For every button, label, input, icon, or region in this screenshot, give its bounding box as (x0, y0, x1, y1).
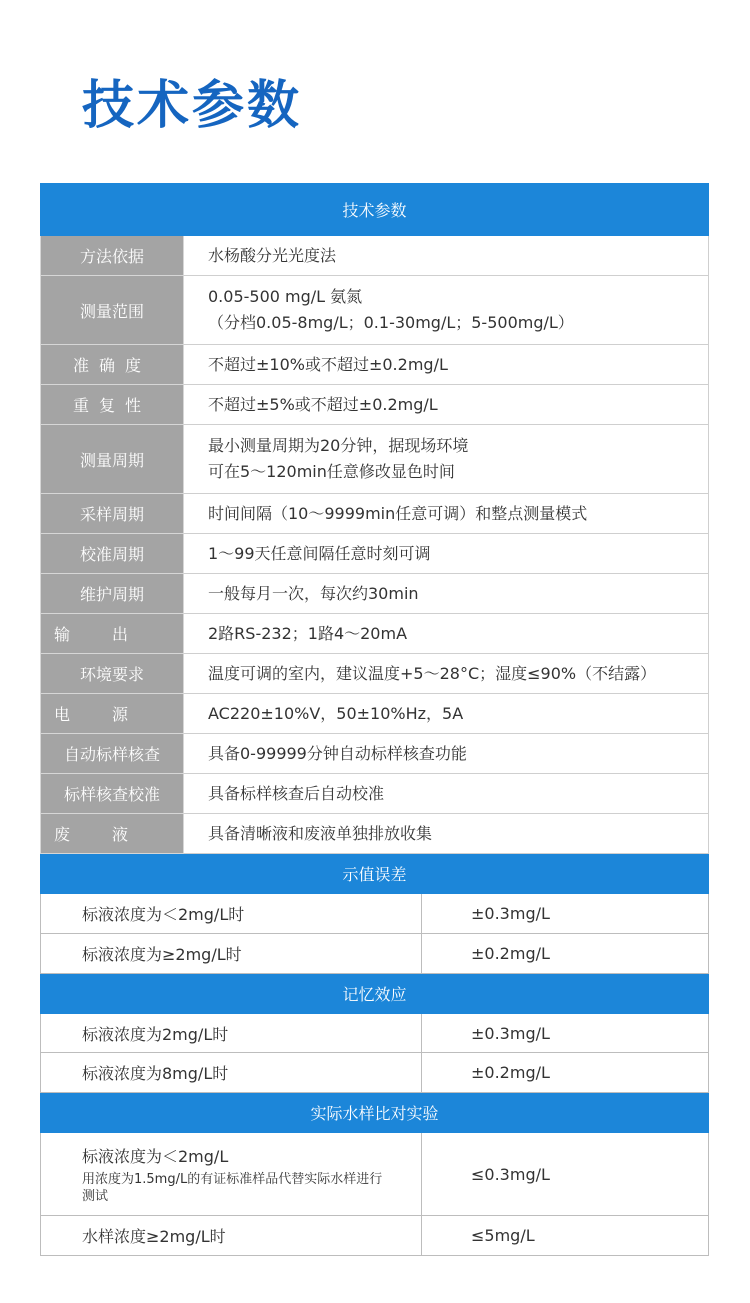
param-row-measure-cycle (41, 425, 709, 494)
param-row-accuracy (41, 345, 709, 385)
param-value: 1～99天任意间隔任意时刻可调 (184, 534, 709, 574)
memory-row (41, 1053, 709, 1093)
error-row (41, 934, 709, 974)
spec-table (40, 183, 709, 1256)
param-label: 标样核查校准 (41, 774, 184, 814)
param-value: AC220±10%V，50±10%Hz，5A (184, 694, 709, 734)
param-label: 采样周期 (41, 494, 184, 534)
param-row-output (41, 614, 709, 654)
param-row-power (41, 694, 709, 734)
param-value: 水杨酸分光光度法 (184, 236, 709, 276)
condition-cell: 标液浓度为≥2mg/L时 (41, 934, 422, 974)
condition-cell: 水样浓度≥2mg/L时 (41, 1216, 422, 1256)
param-row-auto-check (41, 734, 709, 774)
param-value: 具备清晰液和废液单独排放收集 (184, 814, 709, 854)
param-value: 温度可调的室内，建议温度+5～28°C；湿度≤90%（不结露） (184, 654, 709, 694)
param-row-method (41, 236, 709, 276)
page-title: 技术参数 (82, 76, 303, 136)
condition-cell: 标液浓度为＜2mg/L 用浓度为1.5mg/L的有证标准样品代替实际水样进行测试 (41, 1133, 422, 1216)
value-cell: ±0.3mg/L (422, 1014, 709, 1053)
comparison-row (41, 1216, 709, 1256)
param-row-repeatability (41, 385, 709, 425)
value-cell: ±0.2mg/L (422, 1053, 709, 1093)
param-value: 不超过±10%或不超过±0.2mg/L (184, 345, 709, 385)
comparison-row (41, 1133, 709, 1216)
param-label: 校准周期 (41, 534, 184, 574)
param-row-maintenance-cycle (41, 574, 709, 614)
condition-note: 用浓度为1.5mg/L的有证标准样品代替实际水样进行测试 (82, 1171, 383, 1204)
section-header-indication-error: 示值误差 (41, 854, 709, 894)
error-row (41, 894, 709, 934)
param-row-check-calibration (41, 774, 709, 814)
param-label: 环境要求 (41, 654, 184, 694)
condition-cell: 标液浓度为2mg/L时 (41, 1014, 422, 1053)
section-header-sample-comparison: 实际水样比对实验 (41, 1093, 709, 1133)
section-header-params: 技术参数 (41, 184, 709, 236)
section-header-memory-effect: 记忆效应 (41, 974, 709, 1014)
param-label: 自动标样核查 (41, 734, 184, 774)
param-row-sampling-cycle (41, 494, 709, 534)
value-cell: ≤0.3mg/L (422, 1133, 709, 1216)
value-cell: ±0.2mg/L (422, 934, 709, 974)
param-row-range (41, 276, 709, 345)
param-label: 测量周期 (41, 425, 184, 494)
param-row-environment (41, 654, 709, 694)
param-label: 重复性 (41, 385, 184, 425)
param-value: 不超过±5%或不超过±0.2mg/L (184, 385, 709, 425)
param-row-calibration-cycle (41, 534, 709, 574)
param-label: 测量范围 (41, 276, 184, 345)
param-label: 维护周期 (41, 574, 184, 614)
value-cell: ±0.3mg/L (422, 894, 709, 934)
param-label: 方法依据 (41, 236, 184, 276)
value-cell: ≤5mg/L (422, 1216, 709, 1256)
param-value: 2路RS-232；1路4～20mA (184, 614, 709, 654)
param-value: 时间间隔（10～9999min任意可调）和整点测量模式 (184, 494, 709, 534)
param-value: 最小测量周期为20分钟，据现场环境 可在5～120min任意修改显色时间 (184, 425, 709, 494)
param-value: 具备标样核查后自动校准 (184, 774, 709, 814)
param-value: 具备0-99999分钟自动标样核查功能 (184, 734, 709, 774)
param-label: 电源 (41, 694, 184, 734)
param-row-waste (41, 814, 709, 854)
param-value: 0.05-500 mg/L 氨氮 （分档0.05-8mg/L；0.1-30mg/L；5-500mg/L） (184, 276, 709, 345)
memory-row (41, 1014, 709, 1053)
param-label: 输出 (41, 614, 184, 654)
condition-cell: 标液浓度为＜2mg/L时 (41, 894, 422, 934)
param-value: 一般每月一次，每次约30min (184, 574, 709, 614)
param-label: 废液 (41, 814, 184, 854)
param-label: 准确度 (41, 345, 184, 385)
condition-cell: 标液浓度为8mg/L时 (41, 1053, 422, 1093)
